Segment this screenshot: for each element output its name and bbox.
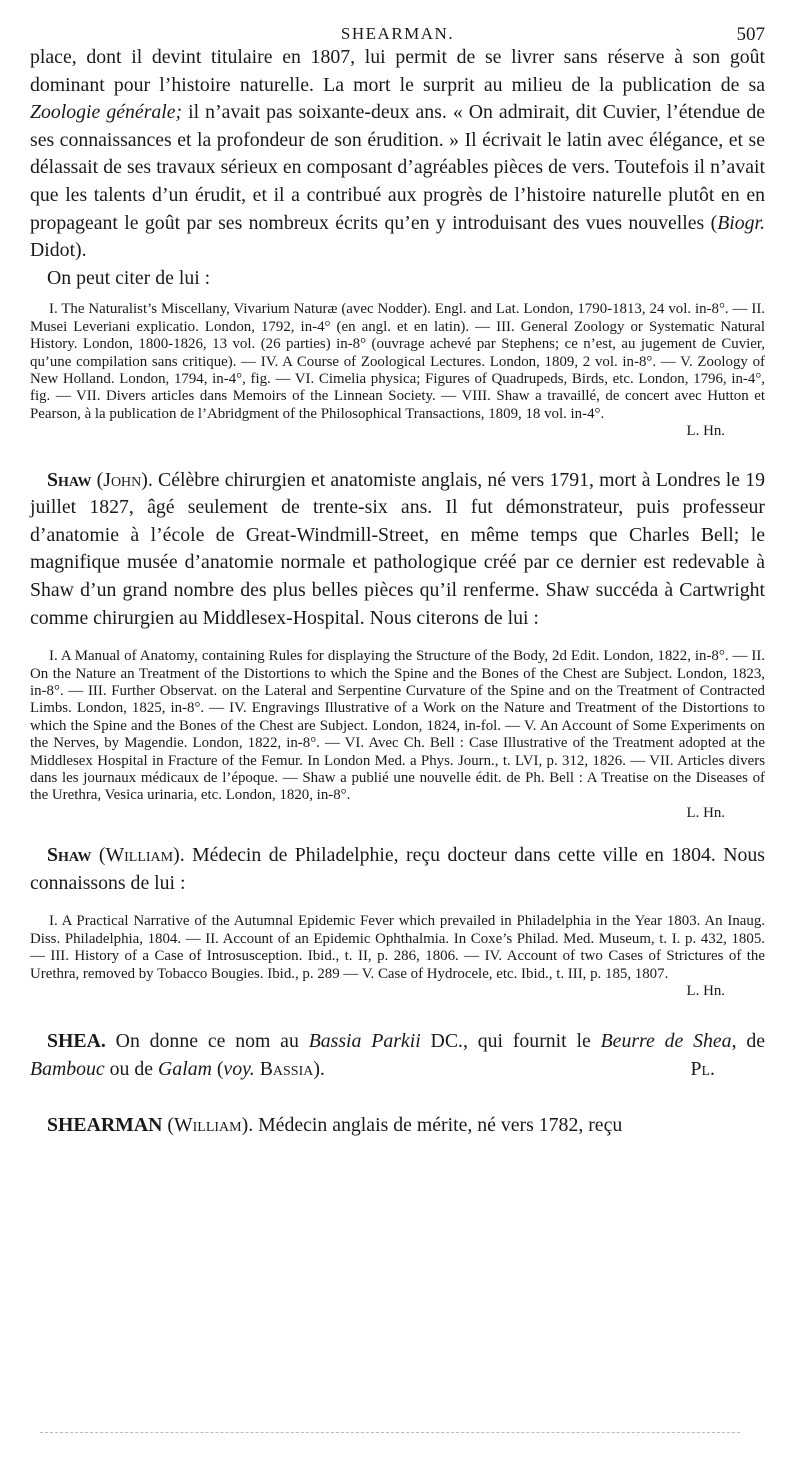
footer-rule xyxy=(40,1432,740,1433)
entry-shaw-william: Shaw (William). Médecin de Philadelphie, reçu docteur dans cette ville en 1804. Nous connaissons de lui : xyxy=(30,844,765,894)
entry-shearman: SHEARMAN (William). Médecin anglais de mérite, né vers 1782, reçu xyxy=(47,1113,623,1136)
running-head xyxy=(30,14,765,44)
intro-paragraph: place, dont il devint titulaire en 1807, lui permit de se livrer sans réserve à son goût dominant pour l’histoire naturelle. La mort le surprit au milieu de la publication de sa Zoologie générale; il n’avait pas soixante-deux ans. « On admirait, dit Cuvier, l’étendue de ses connaissances et la profondeur de son érudition. » Il écrivait le latin avec élégance, et se délassait de ses travaux sérieux en composant d’agréables pièces de vers. Toutefois il n’avait que les talents d’un érudit, et il a contribué aux progrès de l’histoire naturelle plutôt en en propageant le goût par ses nombreux écrits qu’en y introduisant des vues nouvelles (Biogr. Didot). xyxy=(30,46,765,262)
signature: L. Hn. xyxy=(686,804,725,821)
signature: L. Hn. xyxy=(686,983,725,1000)
headword: SHEARMAN xyxy=(47,1113,163,1136)
headword: Shaw xyxy=(47,844,92,867)
cite-intro: On peut citer de lui : xyxy=(47,266,211,289)
forename: (William). xyxy=(98,844,185,867)
running-title: SHEARMAN. xyxy=(340,24,455,43)
forename: (John). xyxy=(96,468,153,491)
headword: SHEA. xyxy=(47,1030,106,1053)
forename: (William). xyxy=(167,1113,254,1136)
page xyxy=(30,14,765,1139)
signature: Pl. xyxy=(690,1058,715,1081)
shaw-george-works: I. The Naturalist’s Miscellany, Vivarium Naturæ (avec Nodder). Engl. and Lat. London, 1790-1813, 24 vol. in-8°. — II. Musei Leveriani explicatio. London, 1792, in-4° (en angl. et en latin). — III. General Zoology or Systematic Natural History. London, 1800-1826, 13 vol. (26 parties) in-8° (ouvrage achevé par Stephens; ce n’est, au jugement de Cuvier, qu’une compilation sans critique). — IV. A Course of Zoological Lectures. London, 1809, 2 vol. in-8°. — V. Zoology of New Holland. London, 1794, in-4°, fig. — VI. Cimelia physica; Figures of Quadrupeds, Birds, etc. London, 1796, in-4°, fig. — VII. Divers articles dans Memoirs of the Linnean Society. — VIII. Shaw a travaillé, de concert avec Hutton et Pearson, à la publication de l’Abridgment of the Philosophical Transactions, 1809, 18 vol. in-4°. xyxy=(30,301,765,422)
shaw-william-works: I. A Practical Narrative of the Autumnal Epidemic Fever which prevailed in Philadelphia in the Year 1803. An Inaug. Diss. Philadelphia, 1804. — II. Account of an Epidemic Ophthalmia. In Coxe’s Philad. Med. Museum, t. I. p. 432, 1805. — III. History of a Case of Introsusception. Ibid., t. II, p. 286, 1806. — IV. Account of two Cases of Strictures of the Urethra, removed by Tobacco Bougies. Ibid., p. 289 — V. Case of Hydrocele, etc. Ibid., t. III, p. 185, 1807. xyxy=(30,913,765,982)
entry-shaw-john: Shaw (John). Célèbre chirurgien et anatomiste anglais, né vers 1791, mort à Londres le 19 juillet 1827, âgé seulement de trente-six ans. Il fut démonstrateur, puis professeur d’anatomie à l’école de Great-Windmill-Street, en même temps que Charles Bell; le magnifique musée d’anatomie normale et pathologique créé par ce dernier est redevable à Shaw d’un grand nombre des plus belles pièces qu’il renferme. Shaw succéda à Cartwright comme chirurgien au Middlesex-Hospital. Nous citerons de lui : xyxy=(30,468,765,629)
headword: Shaw xyxy=(47,468,92,491)
signature: L. Hn. xyxy=(686,423,725,440)
shaw-john-works: I. A Manual of Anatomy, containing Rules for displaying the Structure of the Body, 2d Edit. London, 1822, in-8°. — II. On the Nature an Treatment of the Distortions to which the Spine and the Bones of the Chest are Subject. London, 1823, in-8°. — III. Further Observat. on the Lateral and Serpentine Curvature of the Spine and on the Treatment of Contracted Limbs. London, 1825, in-8°. — IV. Engravings Illustrative of a Work on the Nature and Treatment of the Distortions to which the Spine and the Bones of the Chest are Subject. London, 1824, in-fol. — V. An Account of Some Experiments on the Nerves, by Magendie. London, 1822, in-8°. — VI. Avec Ch. Bell : Case Illustrative of the Treatment adopted at the Middlesex Hospital in Fracture of the Femur. In London Med. a Phys. Journ., t. LVI, p. 312, 1826. — VII. Articles divers dans les journaux médicaux de l’époque. — Shaw a publié une nouvelle édit. de Ph. Bell : A Treatise on the Diseases of the Urethra, Vesica urinaria, etc. London, 1820, in-8°. xyxy=(30,648,765,804)
entry-shea: SHEA. On donne ce nom au Bassia Parkii DC., qui fournit le Beurre de Shea, de Bambouc ou de Galam (voy. Bassia). Pl. xyxy=(30,1028,765,1083)
page-number: 507 xyxy=(736,24,765,45)
